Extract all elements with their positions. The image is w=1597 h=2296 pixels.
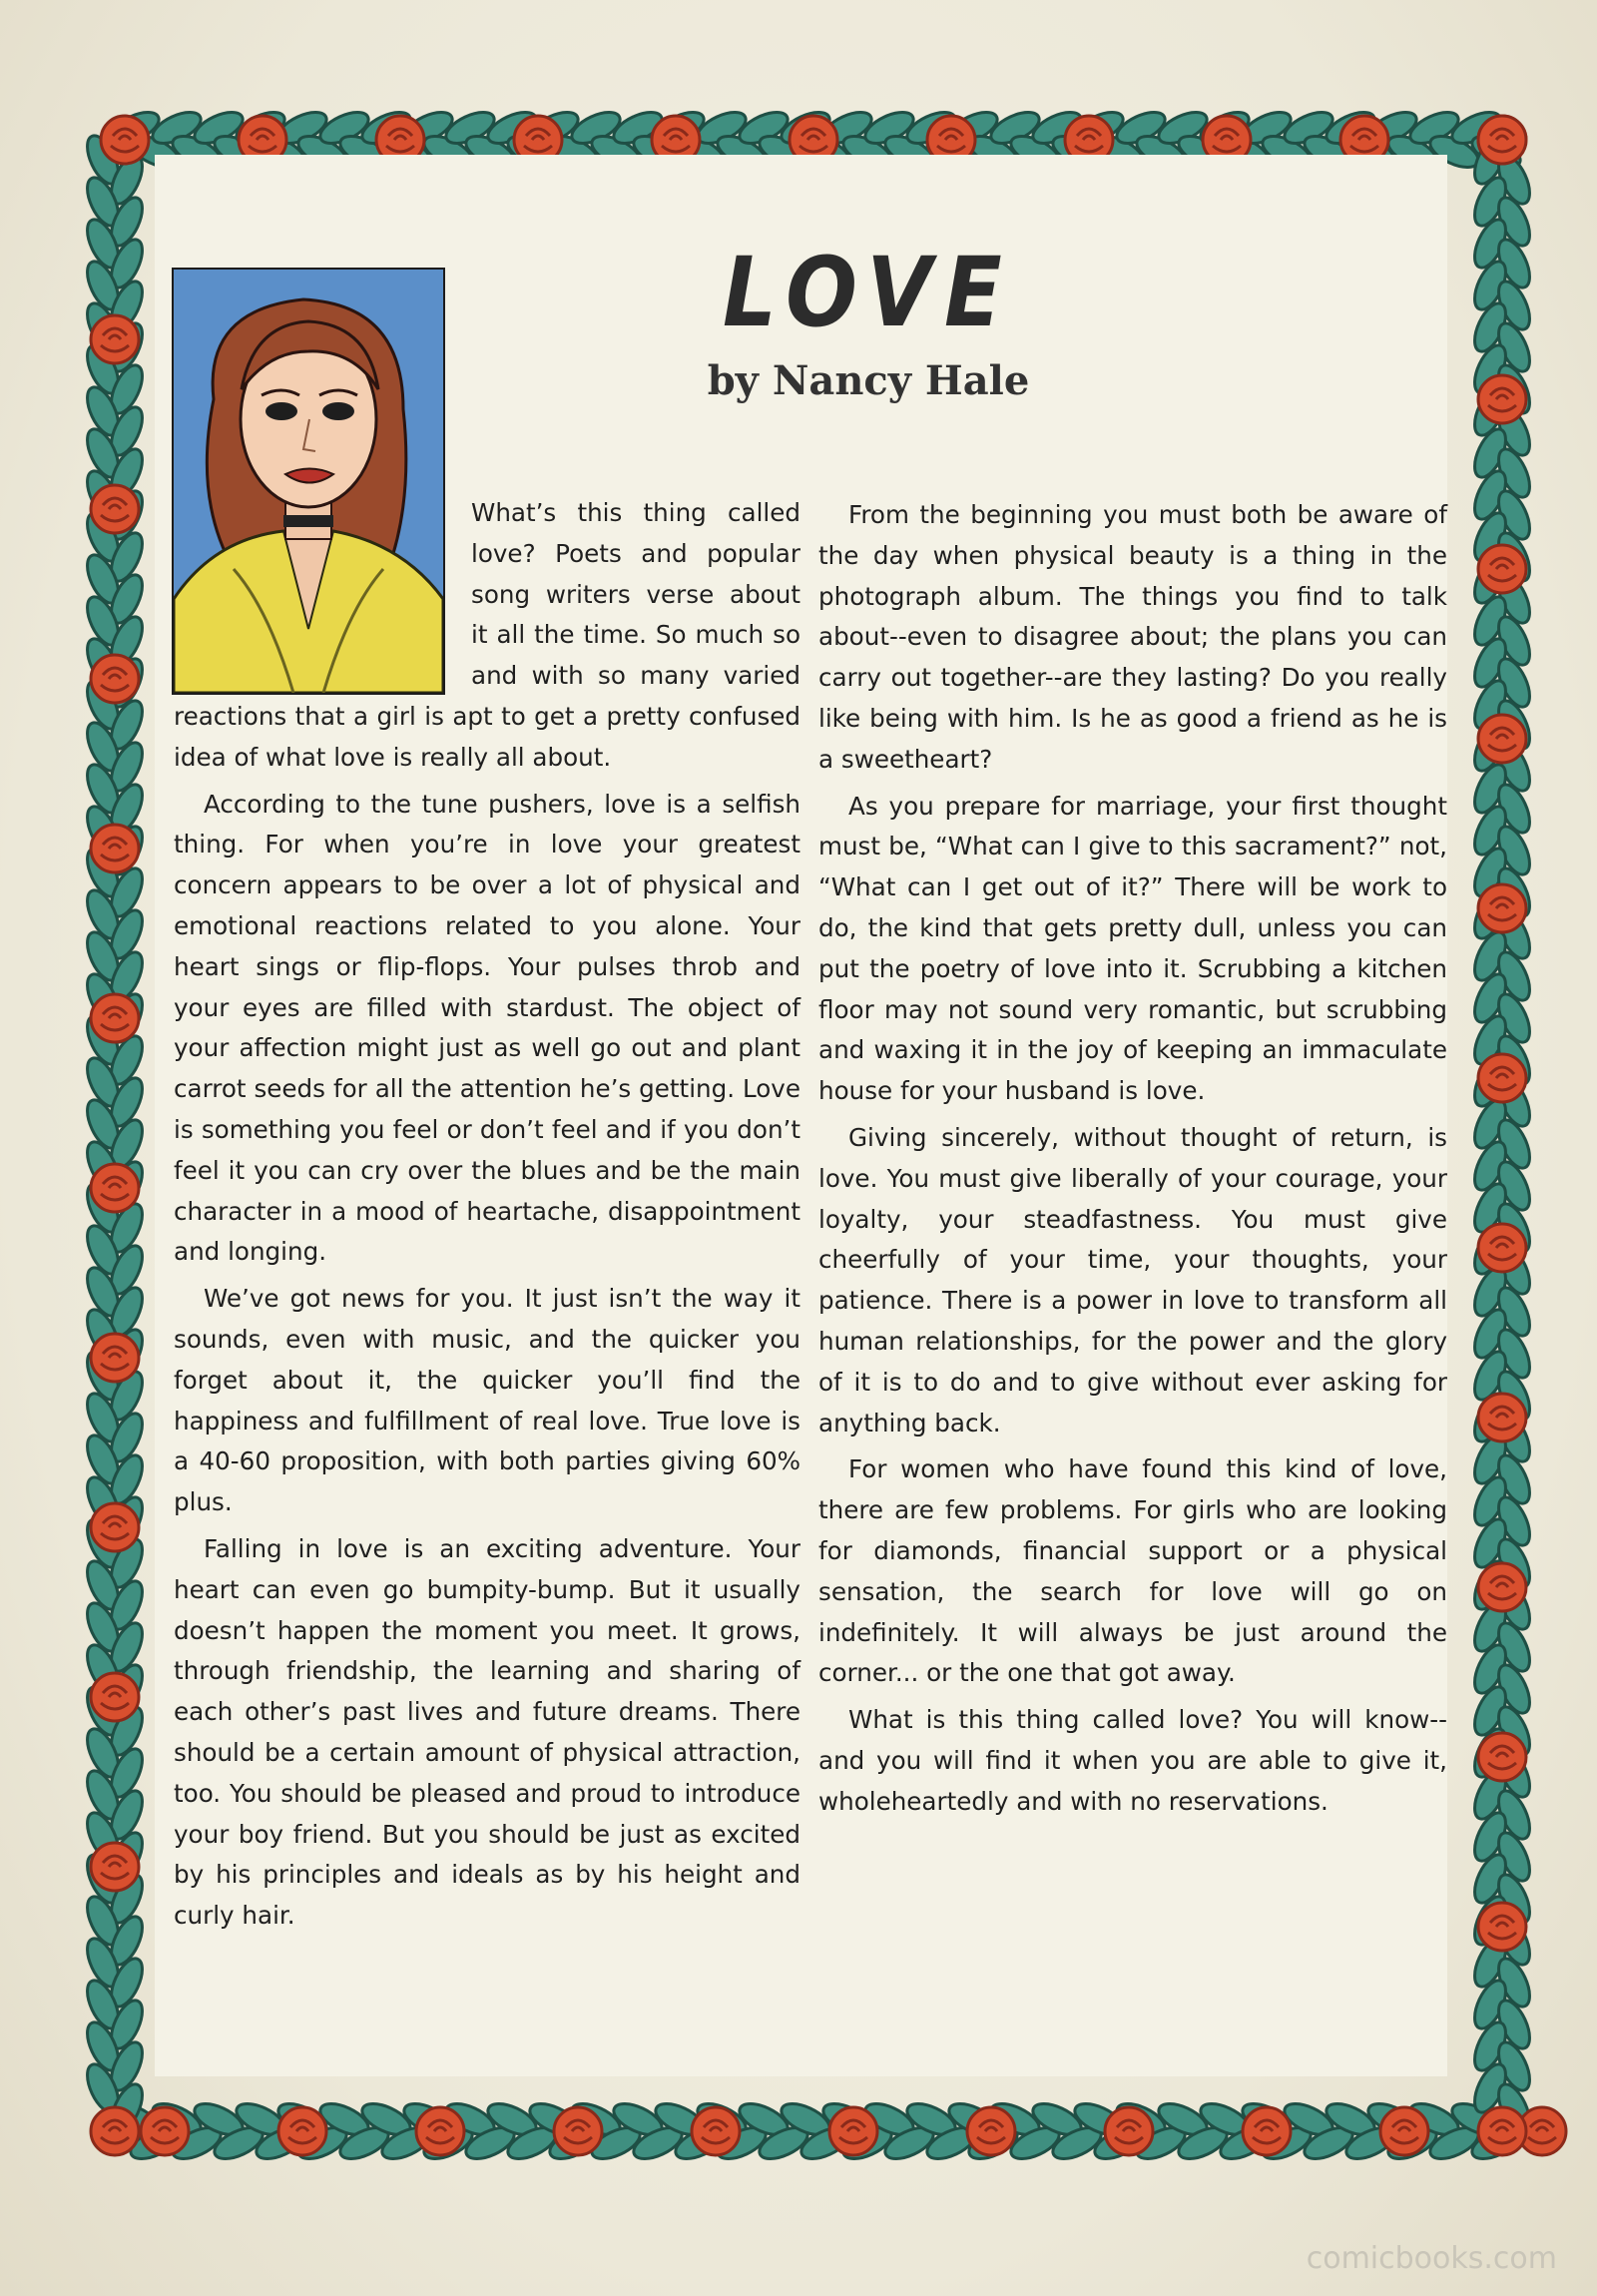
rose-ornament: [1380, 2107, 1428, 2155]
paragraph: From the beginning you must both be aware of the day when physical beauty is a thing in the photograph album. The things you find to talk about--even to disagree about; the plans you can carry out together--are they lasting? Do you really like being with him. Is he as good a friend as he is a sweetheart?: [818, 500, 1447, 774]
rose-ornament: [1478, 116, 1526, 164]
rose-ornament: [554, 2107, 602, 2155]
rose-ornament: [416, 2107, 464, 2155]
paragraph: For women who have found this kind of love, there are few problems. For girls who are looking for diamonds, financial support or a physical sensation, the search for love will go on indefinitely. It will always be just around the corner... or the one that got away.: [818, 1454, 1447, 1688]
rose-ornament: [1478, 1394, 1526, 1441]
rose-ornament: [91, 485, 139, 533]
rose-ornament: [91, 1503, 139, 1551]
rose-ornament: [1105, 2107, 1153, 2155]
rose-ornament: [1478, 545, 1526, 593]
rose-ornament: [91, 655, 139, 703]
left-column: [174, 493, 800, 1943]
rose-ornament: [141, 2107, 189, 2155]
article-title: LOVE: [723, 237, 1014, 348]
rose-ornament: [967, 2107, 1015, 2155]
rose-ornament: [91, 825, 139, 872]
paragraph: Falling in love is an exciting adventure. Your heart can even go bumpity-bump. But it usually doesn’t happen the moment you meet. It grows, through friendship, the learning and sharing of each other’s past lives and future dreams. There should be a certain amount of physical attraction, too. You should be pleased and proud to introduce your boy friend. But you should be just as excited by his principles and ideals as by his height and curly hair.: [174, 1533, 800, 1931]
rose-ornament: [101, 116, 149, 164]
rose-ornament: [1478, 1224, 1526, 1272]
rose-ornament: [829, 2107, 877, 2155]
paragraph: What is this thing called love? You will know--and you will find it when you are able to give it, wholeheartedly and with no reservations.: [818, 1705, 1447, 1816]
rose-ornament: [91, 2107, 139, 2155]
rose-ornament: [91, 1843, 139, 1891]
rose-ornament: [91, 1164, 139, 1212]
rose-ornament: [1478, 1733, 1526, 1781]
paragraph: Giving sincerely, without thought of return, is love. You must give liberally of your courage, your loyalty, your steadfastness. You must give cheerfully of your time, your thoughts, your patience. There is a power in love to transform all human relationships, for the power and the glory of it is to do and to give without ever asking for anything back.: [818, 1122, 1447, 1437]
rose-ornament: [1243, 2107, 1291, 2155]
rose-ornament: [692, 2107, 740, 2155]
rose-ornament: [91, 994, 139, 1042]
rose-ornament: [1478, 715, 1526, 763]
rose-ornament: [1478, 1903, 1526, 1951]
rose-ornament: [91, 315, 139, 363]
rose-ornament: [1478, 375, 1526, 423]
portrait-wrap-space: [174, 493, 471, 689]
paragraph: What’s this thing called love? Poets and popular song writers verse about it all the time. So much so and with so many varied reactions that a girl is apt to get a pretty confused idea of what love is really all about.: [174, 498, 800, 772]
rose-ornament: [278, 2107, 326, 2155]
article-byline: by Nancy Hale: [707, 357, 1030, 404]
rose-ornament: [1478, 2107, 1526, 2155]
paragraph: According to the tune pushers, love is a selfish thing. For when you’re in love your greatest concern appears to be over a lot of physical and emotional reactions related to you alone. Your heart sings or flip-flops. Your pulses throb and your eyes are filled with stardust. The object of your affection might just as well go out and plant carrot seeds for all the attention he’s getting. Love is something you feel or don’t feel and if you don’t feel it you can cry over the blues and be the main character in a mood of heartache, disappointment and longing.: [174, 789, 800, 1267]
rose-ornament: [91, 1334, 139, 1382]
site-watermark: comicbooks.com: [1306, 2241, 1557, 2276]
paragraph: As you prepare for marriage, your first thought must be, “What can I give to this sacrament?” not, “What can I get out of it?” There will be work to do, the kind that gets pretty dull, unless you can put the poetry of love into it. Scrubbing a kitchen floor may not sound very romantic, but scrubbing and waxing it in the joy of keeping an immaculate house for your husband is love.: [818, 791, 1447, 1106]
right-column: [818, 495, 1447, 1829]
paragraph: We’ve got news for you. It just isn’t the way it sounds, even with music, and the quicker you forget about it, the quicker you’ll find the happiness and fulfillment of real love. True love is a 40-60 proposition, with both parties giving 60% plus.: [174, 1284, 800, 1517]
rose-ornament: [1478, 1563, 1526, 1611]
rose-ornament: [1478, 1054, 1526, 1102]
rose-ornament: [1478, 884, 1526, 932]
rose-ornament: [91, 1673, 139, 1721]
